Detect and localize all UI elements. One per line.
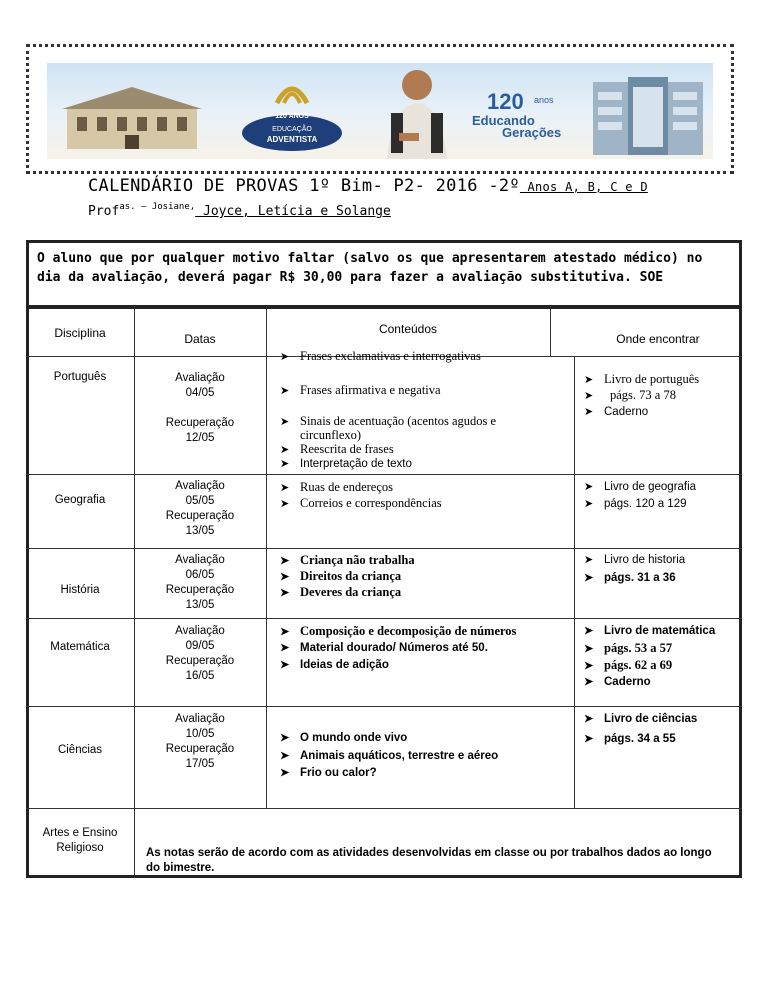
teachers-line <box>88 202 391 219</box>
where-item <box>584 405 648 418</box>
banner-image <box>47 63 713 159</box>
content-item <box>280 480 393 495</box>
content-item <box>280 569 401 584</box>
arrow-bullet-icon: ➤ <box>280 659 290 671</box>
date-label: Recuperação <box>165 510 235 522</box>
content-item <box>280 553 415 568</box>
dates-geografia <box>138 479 262 539</box>
content-text: Sinais de acentuação (acentos agudos e <box>300 414 497 428</box>
content-text: O mundo onde vivo <box>300 732 408 744</box>
content-text: Direitos da criança <box>300 569 402 583</box>
dates-portugues <box>138 371 262 446</box>
content-item <box>280 624 516 639</box>
date-value: 13/05 <box>185 525 215 537</box>
dates-matematica <box>138 624 262 684</box>
where-item <box>584 712 697 725</box>
where-text: Livro de historia <box>604 554 686 566</box>
content-text: Animais aquáticos, terrestre e aéreo <box>300 750 499 762</box>
content-item <box>280 766 377 779</box>
date-value: 09/05 <box>185 640 215 652</box>
where-item <box>584 480 696 493</box>
artes-label-line2: Religioso <box>56 842 104 854</box>
date-label: Recuperação <box>165 743 235 755</box>
arrow-bullet-icon: ➤ <box>280 571 290 583</box>
content-text: Ruas de endereços <box>300 480 394 494</box>
arrow-bullet-icon: ➤ <box>280 642 290 654</box>
where-item <box>584 372 699 387</box>
anniversary-logo <box>462 89 582 139</box>
content-item <box>280 585 401 600</box>
content-text: Frases afirmativa e negativa <box>300 383 441 397</box>
where-text: Livro de português <box>604 372 700 386</box>
header-onde: Onde encontrar <box>616 332 700 346</box>
date-label: Avaliação <box>175 625 225 637</box>
arrow-bullet-icon: ➤ <box>584 713 594 725</box>
page-title <box>88 176 648 196</box>
arrow-bullet-icon: ➤ <box>280 351 290 363</box>
where-text: págs. 73 a 78 <box>610 388 676 402</box>
header-conteudos: Conteúdos <box>378 322 438 336</box>
where-text: Caderno <box>604 406 649 418</box>
prof-sup: as. – Josiane, <box>119 202 196 212</box>
date-value: 04/05 <box>185 387 215 399</box>
content-item <box>280 658 389 671</box>
subject-ciencias: Ciências <box>57 744 103 756</box>
where-item <box>584 732 676 745</box>
content-item <box>280 383 441 398</box>
where-text: Livro de ciências <box>604 713 698 725</box>
dates-ciencias <box>138 712 262 772</box>
content-text: Correios e correspondências <box>300 496 442 510</box>
where-item <box>584 675 651 688</box>
content-item <box>280 442 394 457</box>
content-text: Interpretação de texto <box>300 458 412 470</box>
arrow-bullet-icon: ➤ <box>584 406 594 418</box>
content-text: circunflexo) <box>300 428 362 442</box>
content-item <box>280 731 407 744</box>
arrow-bullet-icon: ➤ <box>584 390 594 402</box>
row-divider <box>26 618 742 619</box>
where-item <box>584 641 672 656</box>
arrow-bullet-icon: ➤ <box>584 554 594 566</box>
arrow-bullet-icon: ➤ <box>280 482 290 494</box>
school-building-illustration <box>57 79 207 149</box>
arrow-bullet-icon: ➤ <box>280 750 290 762</box>
where-text: Livro de geografia <box>604 481 697 493</box>
header-datas: Datas <box>184 332 216 346</box>
date-label: Avaliação <box>175 480 225 492</box>
content-text: Deveres da criança <box>300 585 402 599</box>
content-item <box>280 496 442 511</box>
date-label: Avaliação <box>175 372 225 384</box>
subject-portugues: Português <box>53 371 107 383</box>
where-text: págs. 62 a 69 <box>604 658 673 672</box>
where-text: págs. 120 a 129 <box>604 498 687 510</box>
arrow-bullet-icon: ➤ <box>584 498 594 510</box>
date-label: Recuperação <box>165 655 235 667</box>
date-value: 12/05 <box>185 432 215 444</box>
arrow-bullet-icon: ➤ <box>584 625 594 637</box>
dates-historia <box>138 553 262 613</box>
arrow-bullet-icon: ➤ <box>280 626 290 638</box>
content-text: Composição e decomposição de números <box>300 624 517 638</box>
subject-geografia: Geografia <box>54 494 106 506</box>
content-text: Frio ou calor? <box>300 767 377 779</box>
where-text: Caderno <box>604 676 651 688</box>
arrow-bullet-icon: ➤ <box>280 458 290 470</box>
col-divider <box>266 306 267 808</box>
date-value: 05/05 <box>185 495 215 507</box>
arrow-bullet-icon: ➤ <box>280 498 290 510</box>
logo-years: 120 ANOS <box>275 113 309 120</box>
adventist-education-logo <box>237 73 347 153</box>
anniversary-number: 120 <box>487 89 524 114</box>
where-item <box>584 553 685 566</box>
where-text: págs. 53 a 57 <box>604 641 673 655</box>
arrow-bullet-icon: ➤ <box>280 555 290 567</box>
where-text: Livro de matemática <box>604 625 716 637</box>
row-divider <box>26 706 742 707</box>
date-value: 06/05 <box>185 569 215 581</box>
arrow-bullet-icon: ➤ <box>584 733 594 745</box>
date-label: Avaliação <box>175 554 225 566</box>
where-item <box>584 497 687 510</box>
where-text: págs. 34 a 55 <box>604 733 676 745</box>
where-item <box>584 571 676 584</box>
arrow-bullet-icon: ➤ <box>584 481 594 493</box>
subject-artes <box>30 826 130 856</box>
date-label: Recuperação <box>165 417 235 429</box>
arrow-bullet-icon: ➤ <box>584 676 594 688</box>
row-divider <box>26 808 742 809</box>
content-item <box>280 457 412 470</box>
title-main: CALENDÁRIO DE PROVAS 1º Bim- P2- 2016 -2º <box>88 176 520 196</box>
absence-notice: O aluno que por qualquer motivo faltar (salvo os que apresentarem atestado médico) no dia da avaliação, deverá pagar R$ 30,00 para fazer a avaliação substitutiva. SOE <box>26 240 742 308</box>
col-divider <box>574 356 575 808</box>
content-item <box>280 749 498 762</box>
arrow-bullet-icon: ➤ <box>280 416 290 428</box>
content-text: Reescrita de frases <box>300 442 394 456</box>
arrow-bullet-icon: ➤ <box>584 660 594 672</box>
prof-names: Joyce, Letícia e Solange <box>195 204 391 219</box>
logo-line2: ADVENTISTA <box>266 135 318 144</box>
where-text: págs. 31 a 36 <box>604 572 676 584</box>
where-item <box>584 624 715 637</box>
title-classes: Anos A, B, C e D <box>519 180 648 194</box>
date-label: Recuperação <box>165 584 235 596</box>
arrow-bullet-icon: ➤ <box>584 572 594 584</box>
anniversary-word: anos <box>534 95 554 105</box>
modern-building-photo <box>583 67 713 155</box>
arrow-bullet-icon: ➤ <box>280 767 290 779</box>
content-item-continuation <box>300 428 361 443</box>
arrow-bullet-icon: ➤ <box>280 385 290 397</box>
prof-prefix: Prof <box>88 204 120 219</box>
content-text: Ideias de adição <box>300 659 389 671</box>
header-disciplina: Disciplina <box>54 326 106 340</box>
col-divider <box>134 306 135 878</box>
subject-historia: História <box>60 584 100 596</box>
arrow-bullet-icon: ➤ <box>584 643 594 655</box>
date-value: 10/05 <box>185 728 215 740</box>
content-text: Frases exclamativas e interrogativas <box>300 349 481 363</box>
logo-line1: EDUCAÇÃO <box>272 126 312 133</box>
artes-label-line1: Artes e Ensino <box>42 827 118 839</box>
date-spacer <box>138 401 262 416</box>
arrow-bullet-icon: ➤ <box>280 732 290 744</box>
header-banner <box>26 44 734 174</box>
date-value: 16/05 <box>185 670 215 682</box>
arrow-bullet-icon: ➤ <box>280 587 290 599</box>
content-item <box>280 349 481 364</box>
where-item <box>584 658 672 673</box>
content-item <box>280 641 488 654</box>
arrow-bullet-icon: ➤ <box>584 374 594 386</box>
where-item <box>584 388 676 403</box>
row-divider <box>26 548 742 549</box>
anniversary-line2: Gerações <box>502 125 562 140</box>
row-divider <box>26 474 742 475</box>
date-value: 17/05 <box>185 758 215 770</box>
arrow-bullet-icon: ➤ <box>280 444 290 456</box>
content-item <box>280 414 496 429</box>
subject-matematica: Matemática <box>50 641 110 653</box>
col-divider <box>550 306 551 356</box>
content-text: Material dourado/ Números até 50. <box>300 642 488 654</box>
content-text: Criança não trabalha <box>300 553 415 567</box>
anniversary-line1: Educando <box>472 113 535 128</box>
date-value: 13/05 <box>185 599 215 611</box>
date-label: Avaliação <box>175 713 225 725</box>
artes-description: As notas serão de acordo com as atividades desenvolvidas em classe ou por trabalhos dados ao longo do bimestre. <box>146 847 712 874</box>
